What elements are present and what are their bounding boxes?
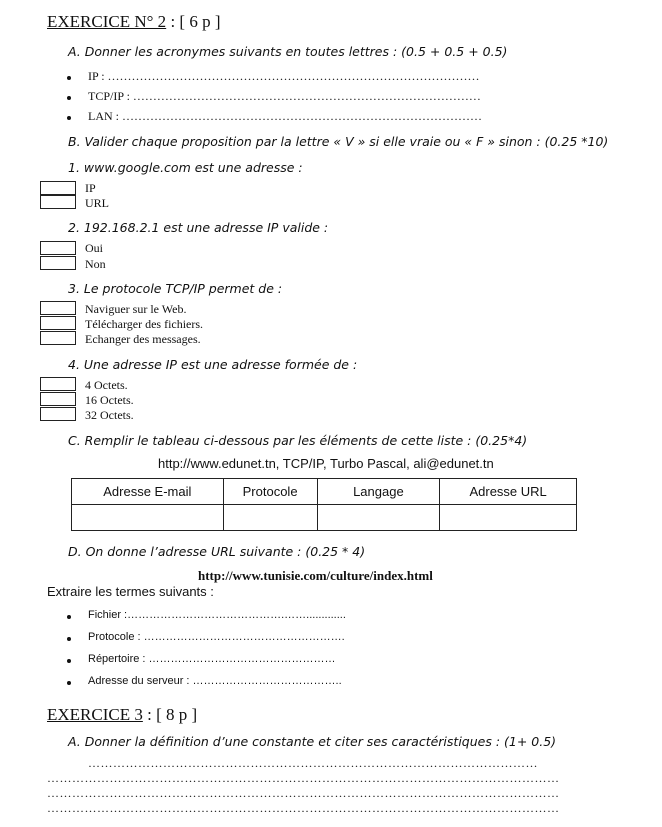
answer-cell[interactable] bbox=[223, 505, 317, 531]
answer-box[interactable] bbox=[40, 195, 76, 209]
question-2: 2. 192.168.2.1 est une adresse IP valide : bbox=[68, 220, 329, 235]
exercise-2-title: EXERCICE N° 2 : [ 6 p ] bbox=[47, 12, 221, 31]
answer-box[interactable] bbox=[40, 301, 76, 315]
answer-box[interactable] bbox=[40, 407, 76, 421]
acronym-lan: LAN : ……………………………………………………………………………… bbox=[88, 109, 482, 123]
column-header: Langage bbox=[317, 479, 440, 505]
column-header: Adresse E-mail bbox=[72, 479, 224, 505]
answer-box[interactable] bbox=[40, 241, 76, 255]
answer-cell[interactable] bbox=[72, 505, 224, 531]
question-3: 3. Le protocole TCP/IP permet de : bbox=[68, 281, 283, 296]
term-serveur: Adresse du serveur : ………………………………….. bbox=[88, 675, 342, 687]
bullet bbox=[67, 76, 71, 80]
option-oui: Oui bbox=[85, 241, 103, 255]
option-32-octets: 32 Octets. bbox=[85, 408, 134, 422]
answer-line: ……………………………………………………………………………………………… bbox=[88, 756, 538, 770]
given-url: http://www.tunisie.com/culture/index.html bbox=[198, 568, 433, 583]
option-ip: IP bbox=[85, 181, 96, 195]
answer-box[interactable] bbox=[40, 392, 76, 406]
extract-label: Extraire les termes suivants : bbox=[47, 584, 214, 599]
ex3-part-a-heading: A. Donner la définition d’une constante et citer ses caractéristiques : (1+ 0.5) bbox=[68, 734, 557, 749]
part-d-heading: D. On donne l’adresse URL suivante : (0.25 * 4) bbox=[68, 544, 366, 559]
acronym-ip: IP : ………………………………………………………………………………… bbox=[88, 69, 480, 83]
option-naviguer: Naviguer sur le Web. bbox=[85, 302, 187, 316]
term-repertoire: Répertoire : …………………………………………… bbox=[88, 653, 336, 665]
bullet bbox=[67, 96, 71, 100]
option-16-octets: 16 Octets. bbox=[85, 393, 134, 407]
table-answer-row bbox=[72, 505, 577, 531]
bullet bbox=[67, 659, 71, 663]
question-1: 1. www.google.com est une adresse : bbox=[68, 160, 303, 175]
element-list: http://www.edunet.tn, TCP/IP, Turbo Pascal, ali@edunet.tn bbox=[158, 456, 494, 471]
answer-cell[interactable] bbox=[317, 505, 440, 531]
option-telecharger: Télécharger des fichiers. bbox=[85, 317, 204, 331]
answer-box[interactable] bbox=[40, 331, 76, 345]
answer-line: …………………………………………………………………………………………………………… bbox=[47, 801, 560, 815]
column-header: Protocole bbox=[223, 479, 317, 505]
answer-box[interactable] bbox=[40, 256, 76, 270]
answer-cell[interactable] bbox=[440, 505, 577, 531]
bullet bbox=[67, 615, 71, 619]
question-4: 4. Une adresse IP est une adresse formée de : bbox=[68, 357, 358, 372]
table-header-row bbox=[72, 479, 577, 505]
classification-table bbox=[71, 478, 577, 531]
answer-box[interactable] bbox=[40, 181, 76, 195]
bullet bbox=[67, 681, 71, 685]
part-a-heading: A. Donner les acronymes suivants en toutes lettres : (0.5 + 0.5 + 0.5) bbox=[68, 44, 508, 59]
option-4-octets: 4 Octets. bbox=[85, 378, 128, 392]
option-echanger: Echanger des messages. bbox=[85, 332, 201, 346]
term-protocole: Protocole : ………………………………………………. bbox=[88, 631, 345, 643]
acronym-tcpip: TCP/IP : …………………………………………………………………………… bbox=[88, 89, 481, 103]
answer-box[interactable] bbox=[40, 377, 76, 391]
part-c-heading: C. Remplir le tableau ci-dessous par les éléments de cette liste : (0.25*4) bbox=[68, 433, 528, 448]
bullet bbox=[67, 116, 71, 120]
answer-line: …………………………………………………………………………………………………………… bbox=[47, 771, 560, 785]
answer-box[interactable] bbox=[40, 316, 76, 330]
part-b-heading: B. Valider chaque proposition par la lettre « V » si elle vraie ou « F » sinon : (0.25 *10) bbox=[68, 134, 609, 149]
option-non: Non bbox=[85, 257, 106, 271]
answer-line: …………………………………………………………………………………………………………… bbox=[47, 786, 560, 800]
option-url: URL bbox=[85, 196, 109, 210]
bullet bbox=[67, 637, 71, 641]
exercise-3-title: EXERCICE 3 : [ 8 p ] bbox=[47, 705, 198, 724]
term-fichier: Fichier :…………………………………….……............. bbox=[88, 609, 346, 621]
column-header: Adresse URL bbox=[440, 479, 577, 505]
